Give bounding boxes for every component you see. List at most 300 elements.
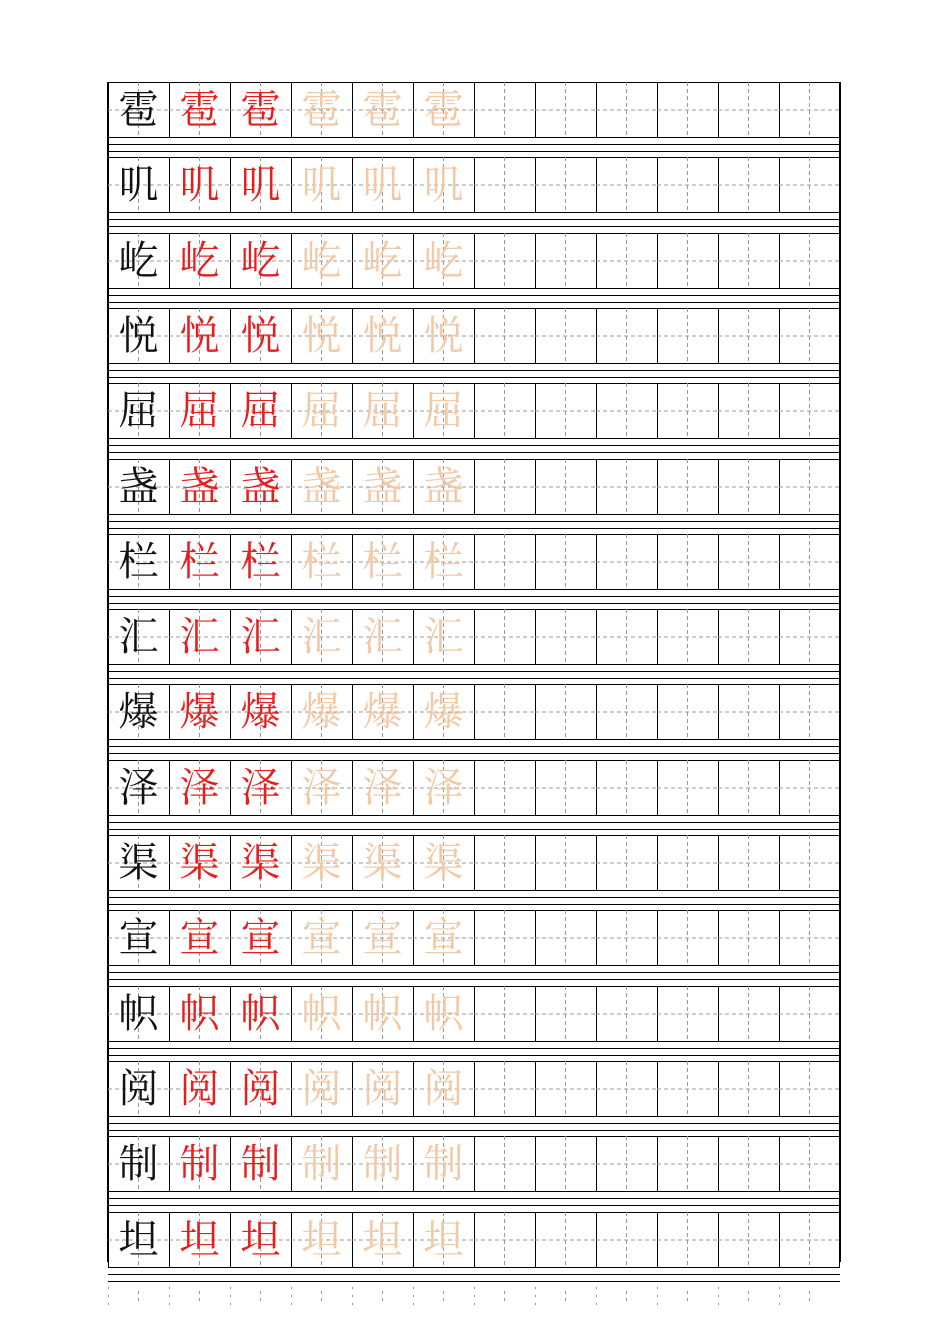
tianzige-cell <box>230 1061 291 1117</box>
cell-grid <box>779 534 840 590</box>
tianzige-cell[interactable] <box>474 308 535 364</box>
tianzige-cell[interactable] <box>474 986 535 1042</box>
trace-character-light: 帜 <box>423 990 464 1037</box>
tianzige-cell[interactable] <box>596 534 657 590</box>
trace-character-light: 屹 <box>301 237 342 284</box>
tianzige-cell[interactable] <box>474 609 535 665</box>
tianzige-cell[interactable] <box>718 1212 779 1268</box>
cell-grid <box>596 986 657 1042</box>
tianzige-cell <box>169 1212 230 1268</box>
tianzige-cell[interactable] <box>474 835 535 891</box>
trace-character-light: 坦 <box>423 1216 464 1263</box>
row-separator <box>108 528 840 529</box>
model-character: 叽 <box>118 162 159 209</box>
row-separator <box>108 521 840 522</box>
tianzige-cell[interactable] <box>718 760 779 816</box>
model-character: 渠 <box>118 840 159 886</box>
tianzige-cell[interactable] <box>535 233 596 289</box>
tianzige-cell <box>230 534 291 590</box>
tianzige-cell <box>352 986 413 1042</box>
tianzige-cell[interactable] <box>474 157 535 213</box>
tianzige-cell[interactable] <box>535 1061 596 1117</box>
tianzige-cell[interactable] <box>657 986 718 1042</box>
tianzige-cell[interactable] <box>779 986 840 1042</box>
cell-grid <box>535 233 596 289</box>
cell-grid <box>474 910 535 966</box>
trace-character-light: 爆 <box>362 689 403 736</box>
trace-character-light: 屹 <box>423 237 464 284</box>
tianzige-cell[interactable] <box>657 684 718 740</box>
practice-row <box>108 82 840 138</box>
tianzige-cell[interactable] <box>474 1212 535 1268</box>
tianzige-cell[interactable] <box>779 308 840 364</box>
cell-grid <box>779 82 840 138</box>
tianzige-cell <box>291 459 352 515</box>
tianzige-cell[interactable] <box>718 157 779 213</box>
row-separator <box>108 904 840 905</box>
cell-grid <box>535 1061 596 1117</box>
tianzige-cell <box>291 1061 352 1117</box>
cell-grid <box>474 233 535 289</box>
cell-grid <box>535 82 596 138</box>
cell-grid <box>596 835 657 891</box>
cell-grid <box>596 684 657 740</box>
tianzige-cell[interactable] <box>718 82 779 138</box>
cell-grid <box>657 459 718 515</box>
tianzige-cell <box>108 383 169 439</box>
tianzige-cell <box>291 534 352 590</box>
tianzige-cell[interactable] <box>779 684 840 740</box>
trace-character-light: 阅 <box>423 1065 464 1112</box>
practice-row <box>108 910 840 966</box>
tianzige-cell <box>291 684 352 740</box>
tianzige-cell[interactable] <box>474 684 535 740</box>
model-character: 泽 <box>118 764 159 811</box>
trace-character-red: 制 <box>179 1141 220 1188</box>
cell-grid <box>718 1136 779 1192</box>
tianzige-cell <box>230 157 291 213</box>
cell-grid <box>535 157 596 213</box>
cell-grid <box>596 308 657 364</box>
tianzige-cell[interactable] <box>474 1136 535 1192</box>
tianzige-cell[interactable] <box>718 233 779 289</box>
tianzige-cell[interactable] <box>718 1136 779 1192</box>
tianzige-cell[interactable] <box>596 233 657 289</box>
tianzige-cell[interactable] <box>596 1136 657 1192</box>
tianzige-cell <box>108 986 169 1042</box>
cell-grid <box>779 308 840 364</box>
tianzige-cell <box>230 910 291 966</box>
trace-character-light: 帜 <box>362 990 403 1037</box>
tianzige-cell <box>291 82 352 138</box>
tianzige-cell <box>291 157 352 213</box>
trace-character-red: 悦 <box>179 312 220 359</box>
tianzige-cell <box>108 1136 169 1192</box>
cell-grid <box>596 383 657 439</box>
tianzige-cell <box>169 986 230 1042</box>
tianzige-cell[interactable] <box>474 82 535 138</box>
row-separator <box>108 370 840 371</box>
tianzige-cell[interactable] <box>657 1212 718 1268</box>
model-character: 屹 <box>118 237 159 284</box>
cell-grid <box>779 233 840 289</box>
tianzige-cell[interactable] <box>596 82 657 138</box>
trace-character-light: 宣 <box>301 915 342 962</box>
cell-grid <box>779 157 840 213</box>
tianzige-cell[interactable] <box>657 534 718 590</box>
trace-character-light: 栏 <box>362 538 403 585</box>
model-character: 爆 <box>118 689 159 736</box>
tianzige-cell <box>352 760 413 816</box>
tianzige-cell[interactable] <box>596 760 657 816</box>
trace-character-light: 帜 <box>301 990 342 1037</box>
cell-grid <box>596 609 657 665</box>
trace-character-red: 坦 <box>179 1216 220 1263</box>
model-character: 盏 <box>118 463 159 510</box>
tianzige-cell <box>413 308 474 364</box>
row-separator <box>108 1048 840 1049</box>
tianzige-cell[interactable] <box>779 534 840 590</box>
tianzige-cell[interactable] <box>474 233 535 289</box>
trace-character-light: 屈 <box>423 388 464 435</box>
tianzige-cell <box>413 459 474 515</box>
trace-character-red: 叽 <box>240 162 281 209</box>
cell-grid <box>718 1061 779 1117</box>
trace-character-red: 泽 <box>240 764 281 811</box>
trace-character-red: 悦 <box>240 312 281 359</box>
row-separator <box>108 144 840 145</box>
tianzige-cell[interactable] <box>474 1061 535 1117</box>
tianzige-cell[interactable] <box>718 383 779 439</box>
tianzige-cell[interactable] <box>718 684 779 740</box>
tianzige-cell[interactable] <box>657 760 718 816</box>
practice-row <box>108 684 840 740</box>
cell-grid <box>779 986 840 1042</box>
tianzige-cell[interactable] <box>779 157 840 213</box>
tianzige-cell[interactable] <box>535 835 596 891</box>
cell-grid <box>535 835 596 891</box>
trace-character-red: 制 <box>240 1141 281 1188</box>
trace-character-red: 爆 <box>179 689 220 736</box>
practice-row <box>108 986 840 1042</box>
cell-grid <box>474 1061 535 1117</box>
trace-character-light: 盏 <box>301 463 342 510</box>
tianzige-cell[interactable] <box>474 760 535 816</box>
trace-character-red: 帜 <box>240 990 281 1037</box>
tianzige-cell[interactable] <box>596 910 657 966</box>
trace-character-light: 屈 <box>362 388 403 435</box>
cell-grid <box>474 459 535 515</box>
tianzige-cell[interactable] <box>535 157 596 213</box>
tianzige-cell[interactable] <box>596 383 657 439</box>
practice-row <box>108 383 840 439</box>
tianzige-cell[interactable] <box>474 910 535 966</box>
tianzige-cell[interactable] <box>535 986 596 1042</box>
tianzige-cell[interactable] <box>779 82 840 138</box>
tianzige-cell[interactable] <box>596 1212 657 1268</box>
tianzige-cell[interactable] <box>535 1136 596 1192</box>
tianzige-cell[interactable] <box>535 609 596 665</box>
model-character: 帜 <box>118 990 159 1037</box>
trace-character-red: 爆 <box>240 689 281 736</box>
tianzige-cell <box>352 157 413 213</box>
tianzige-cell <box>413 534 474 590</box>
tianzige-cell[interactable] <box>779 760 840 816</box>
tianzige-cell <box>291 609 352 665</box>
tianzige-cell <box>413 1212 474 1268</box>
trace-character-red: 盏 <box>179 463 220 510</box>
tianzige-cell[interactable] <box>779 609 840 665</box>
tianzige-cell[interactable] <box>779 233 840 289</box>
tianzige-cell <box>108 82 169 138</box>
trace-character-light: 制 <box>362 1141 403 1188</box>
tianzige-cell[interactable] <box>657 233 718 289</box>
trace-character-red: 叽 <box>179 162 220 209</box>
tianzige-cell[interactable] <box>657 910 718 966</box>
practice-row <box>108 609 840 665</box>
row-separator <box>108 1055 840 1056</box>
tianzige-cell <box>169 835 230 891</box>
tianzige-cell <box>352 835 413 891</box>
tianzige-cell <box>413 383 474 439</box>
row-separator <box>108 1274 840 1275</box>
trace-character-light: 阅 <box>362 1065 403 1112</box>
practice-row <box>108 1061 840 1117</box>
tianzige-cell[interactable] <box>779 459 840 515</box>
practice-row <box>108 534 840 590</box>
cell-grid <box>657 1061 718 1117</box>
tianzige-cell[interactable] <box>779 910 840 966</box>
tianzige-cell <box>291 233 352 289</box>
tianzige-cell <box>413 82 474 138</box>
cell-grid <box>474 1212 535 1268</box>
trace-character-light: 栏 <box>301 538 342 585</box>
cell-grid <box>779 1061 840 1117</box>
tianzige-cell <box>230 684 291 740</box>
row-separator <box>108 897 840 898</box>
trace-character-light: 渠 <box>301 840 342 886</box>
tianzige-cell[interactable] <box>596 986 657 1042</box>
tianzige-cell[interactable] <box>657 459 718 515</box>
tianzige-cell <box>169 910 230 966</box>
row-separator <box>108 1281 840 1282</box>
tianzige-cell[interactable] <box>657 157 718 213</box>
tianzige-cell[interactable] <box>779 835 840 891</box>
cell-grid <box>596 157 657 213</box>
cell-grid <box>657 1212 718 1268</box>
cell-grid <box>779 910 840 966</box>
cell-grid <box>474 308 535 364</box>
model-character: 栏 <box>118 538 159 585</box>
cell-grid <box>474 157 535 213</box>
trace-character-light: 制 <box>301 1141 342 1188</box>
tianzige-cell[interactable] <box>718 609 779 665</box>
cell-grid <box>657 308 718 364</box>
tianzige-cell[interactable] <box>474 534 535 590</box>
trace-character-light: 悦 <box>301 312 342 359</box>
cell-grid <box>779 760 840 816</box>
tianzige-cell <box>108 609 169 665</box>
trace-character-red: 屹 <box>179 237 220 284</box>
tianzige-cell[interactable] <box>596 308 657 364</box>
tianzige-cell <box>413 835 474 891</box>
tianzige-cell[interactable] <box>657 82 718 138</box>
model-character: 雹 <box>118 87 159 133</box>
cell-grid <box>718 835 779 891</box>
tianzige-cell[interactable] <box>596 684 657 740</box>
tianzige-cell[interactable] <box>535 383 596 439</box>
trace-character-light: 屈 <box>301 388 342 435</box>
tianzige-cell <box>352 459 413 515</box>
cell-grid <box>596 760 657 816</box>
tianzige-cell <box>413 1136 474 1192</box>
row-separator <box>108 219 840 220</box>
tianzige-cell[interactable] <box>535 910 596 966</box>
cell-grid <box>474 383 535 439</box>
tianzige-cell[interactable] <box>474 383 535 439</box>
tianzige-cell[interactable] <box>657 835 718 891</box>
tianzige-cell[interactable] <box>718 1061 779 1117</box>
tianzige-cell <box>230 986 291 1042</box>
tianzige-cell[interactable] <box>596 157 657 213</box>
practice-row <box>108 308 840 364</box>
tianzige-cell <box>413 233 474 289</box>
tianzige-cell <box>413 986 474 1042</box>
tianzige-cell[interactable] <box>657 308 718 364</box>
row-separator <box>108 1130 840 1131</box>
tianzige-cell <box>108 760 169 816</box>
tianzige-cell[interactable] <box>657 1061 718 1117</box>
tianzige-cell[interactable] <box>718 986 779 1042</box>
tianzige-cell[interactable] <box>779 1136 840 1192</box>
cell-grid <box>657 1136 718 1192</box>
trace-character-red: 宣 <box>179 915 220 962</box>
tianzige-cell[interactable] <box>718 534 779 590</box>
tianzige-cell[interactable] <box>474 459 535 515</box>
trace-character-light: 雹 <box>423 87 464 133</box>
cell-grid <box>596 1136 657 1192</box>
tianzige-cell <box>230 835 291 891</box>
tianzige-cell[interactable] <box>535 684 596 740</box>
tianzige-cell[interactable] <box>779 383 840 439</box>
row-separator <box>108 452 840 453</box>
trace-character-red: 屹 <box>240 237 281 284</box>
tianzige-cell <box>169 308 230 364</box>
tianzige-cell <box>352 1212 413 1268</box>
trace-character-light: 叽 <box>301 162 342 209</box>
trace-character-light: 宣 <box>423 915 464 962</box>
tianzige-cell <box>230 308 291 364</box>
cell-grid <box>596 534 657 590</box>
tianzige-cell[interactable] <box>657 1136 718 1192</box>
cell-grid <box>657 534 718 590</box>
tianzige-cell[interactable] <box>535 459 596 515</box>
tianzige-cell <box>352 383 413 439</box>
tianzige-cell[interactable] <box>779 1212 840 1268</box>
cell-grid <box>535 1212 596 1268</box>
trace-character-light: 渠 <box>423 840 464 886</box>
cell-grid <box>474 835 535 891</box>
row-separator <box>108 445 840 446</box>
practice-row <box>108 233 840 289</box>
cell-grid <box>718 308 779 364</box>
trace-character-light: 爆 <box>301 689 342 736</box>
tianzige-cell[interactable] <box>535 1212 596 1268</box>
trace-character-red: 汇 <box>240 614 281 661</box>
tianzige-cell <box>352 1061 413 1117</box>
tianzige-cell <box>108 534 169 590</box>
trace-character-light: 汇 <box>301 614 342 661</box>
tianzige-cell[interactable] <box>718 308 779 364</box>
cell-grid <box>779 459 840 515</box>
cell-grid <box>596 82 657 138</box>
tianzige-cell <box>352 534 413 590</box>
trace-character-light: 渠 <box>362 840 403 886</box>
row-separator <box>108 822 840 823</box>
trace-character-light: 悦 <box>423 312 464 359</box>
trace-character-light: 爆 <box>423 689 464 736</box>
tianzige-cell[interactable] <box>535 82 596 138</box>
tianzige-cell[interactable] <box>718 459 779 515</box>
tianzige-cell[interactable] <box>535 760 596 816</box>
cell-grid <box>474 986 535 1042</box>
cell-grid <box>474 684 535 740</box>
tianzige-cell <box>108 910 169 966</box>
row-separator <box>108 1123 840 1124</box>
cell-grid <box>718 383 779 439</box>
tianzige-cell[interactable] <box>596 1061 657 1117</box>
tianzige-cell <box>169 760 230 816</box>
tianzige-cell <box>352 684 413 740</box>
trace-character-light: 泽 <box>362 764 403 811</box>
tianzige-cell[interactable] <box>657 383 718 439</box>
tianzige-cell[interactable] <box>718 910 779 966</box>
cell-grid <box>657 684 718 740</box>
practice-row <box>108 157 840 213</box>
tianzige-cell <box>352 233 413 289</box>
trace-character-red: 栏 <box>179 538 220 585</box>
row-separator <box>108 295 840 296</box>
tianzige-cell <box>169 383 230 439</box>
tianzige-cell[interactable] <box>596 835 657 891</box>
trace-character-red: 屈 <box>179 388 220 435</box>
tianzige-cell <box>230 82 291 138</box>
row-separator <box>108 829 840 830</box>
cell-grid <box>596 1061 657 1117</box>
model-character: 宣 <box>118 915 159 962</box>
tianzige-cell[interactable] <box>779 1061 840 1117</box>
practice-row <box>108 835 840 891</box>
tianzige-cell[interactable] <box>657 609 718 665</box>
trace-character-red: 宣 <box>240 915 281 962</box>
tianzige-cell[interactable] <box>596 609 657 665</box>
cell-grid <box>657 910 718 966</box>
tianzige-cell[interactable] <box>718 835 779 891</box>
tianzige-cell[interactable] <box>535 308 596 364</box>
tianzige-cell[interactable] <box>596 459 657 515</box>
tianzige-cell <box>413 684 474 740</box>
model-character: 汇 <box>118 614 159 661</box>
tianzige-cell <box>108 1061 169 1117</box>
row-separator <box>108 979 840 980</box>
tianzige-cell[interactable] <box>535 534 596 590</box>
tianzige-cell <box>291 308 352 364</box>
cell-grid <box>718 82 779 138</box>
trace-character-light: 制 <box>423 1141 464 1188</box>
row-separator <box>108 671 840 672</box>
cell-grid <box>779 1136 840 1192</box>
model-character: 阅 <box>118 1065 159 1112</box>
